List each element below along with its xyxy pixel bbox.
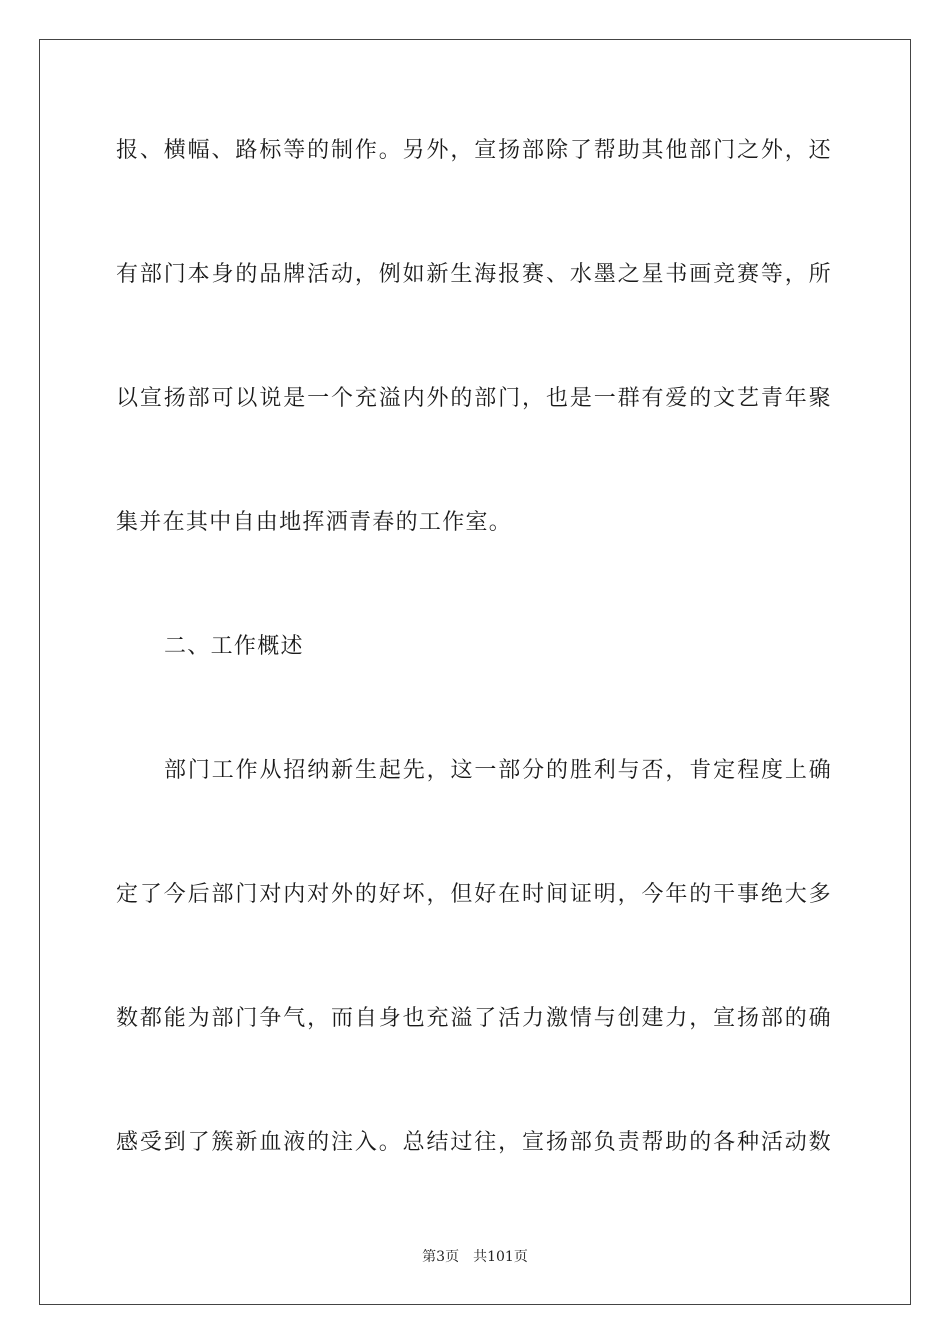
page-border xyxy=(39,39,911,1305)
body-line-5: 部门工作从招纳新生起先，这一部分的胜利与否，肯定程度上确 xyxy=(164,758,832,783)
page-footer xyxy=(0,1248,950,1266)
body-line-7: 数都能为部门争气，而自身也充溢了活力激情与创建力，宣扬部的确 xyxy=(116,1006,832,1031)
page-number: 第3页 xyxy=(422,1249,460,1265)
body-line-6: 定了今后部门对内对外的好坏，但好在时间证明，今年的干事绝大多 xyxy=(116,882,832,907)
body-line-4: 集并在其中自由地挥洒青春的工作室。 xyxy=(116,510,513,535)
body-line-8: 感受到了簇新血液的注入。总结过往，宣扬部负责帮助的各种活动数 xyxy=(116,1130,832,1155)
body-line-1: 报、横幅、路标等的制作。另外，宣扬部除了帮助其他部门之外，还 xyxy=(116,138,832,163)
page-total: 共101页 xyxy=(473,1249,528,1265)
body-line-3: 以宣扬部可以说是一个充溢内外的部门，也是一群有爱的文艺青年聚 xyxy=(116,386,832,411)
section-heading: 二、工作概述 xyxy=(164,634,304,659)
body-line-2: 有部门本身的品牌活动，例如新生海报赛、水墨之星书画竞赛等，所 xyxy=(116,262,832,287)
